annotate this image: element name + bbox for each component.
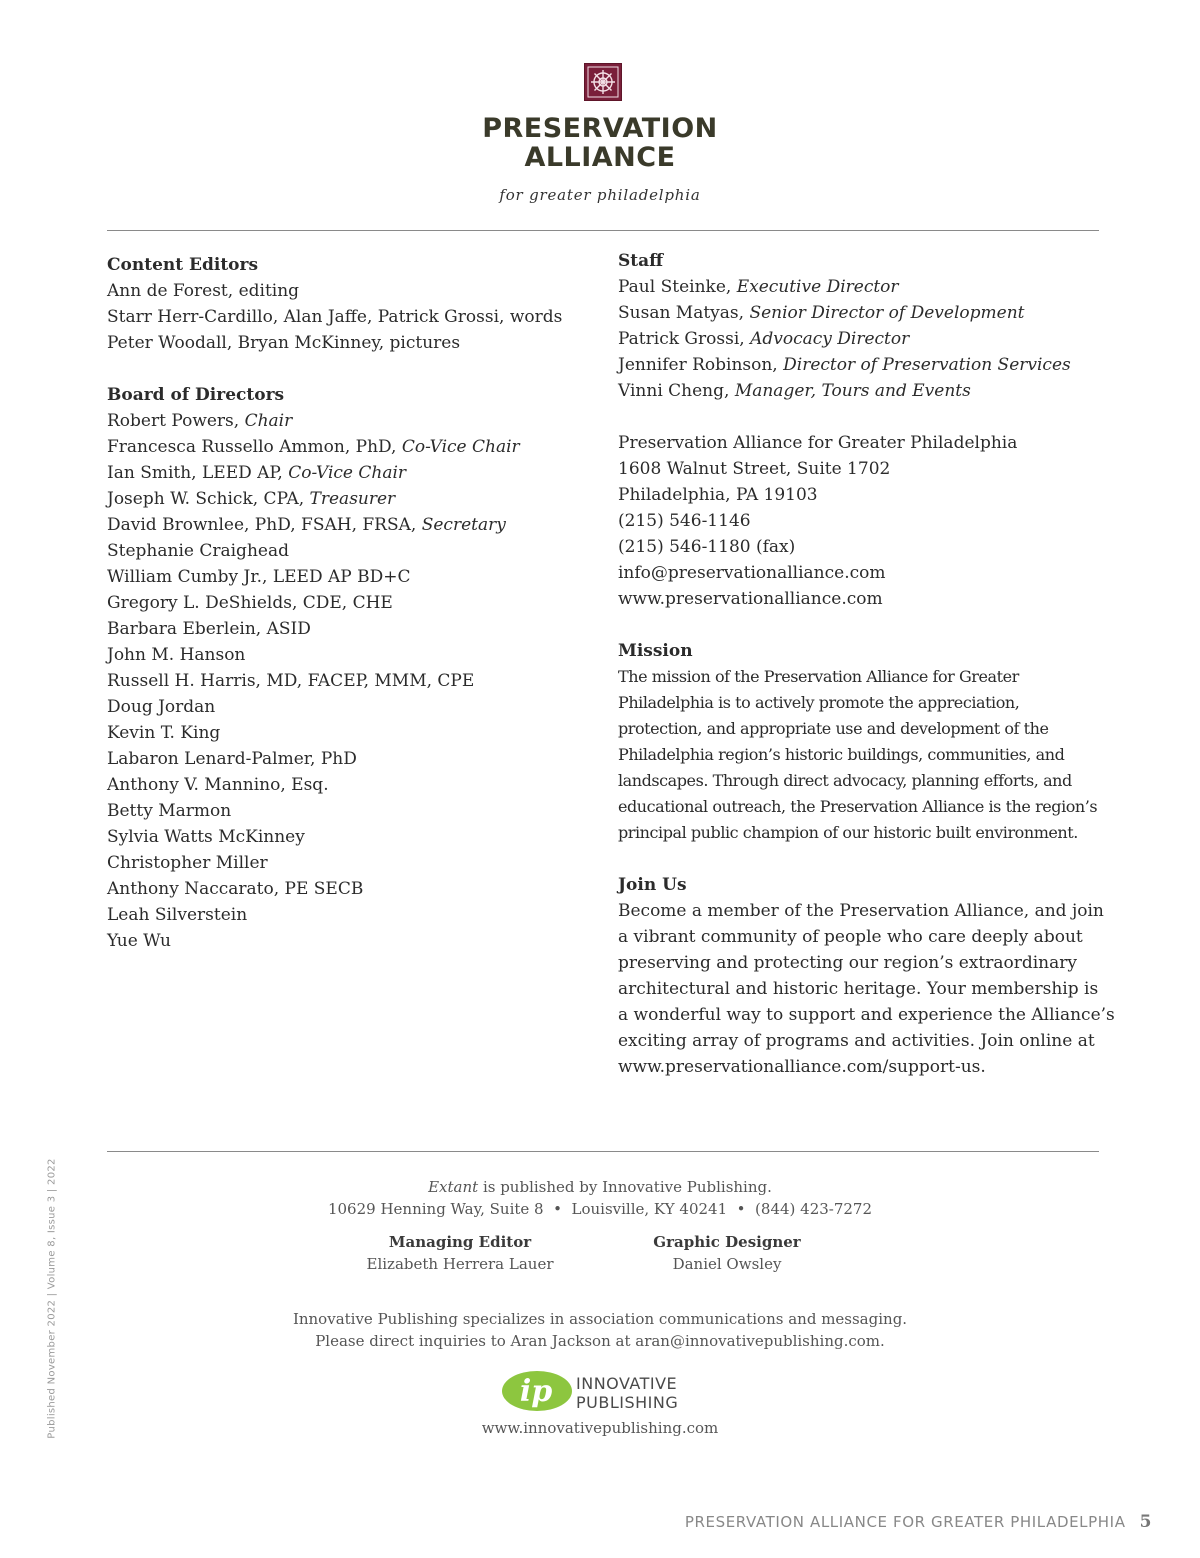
staff-member-name: Susan Matyas, — [618, 303, 750, 323]
logo-mark-icon — [584, 63, 622, 101]
board-member-name: John M. Hanson — [107, 645, 246, 665]
mission-line: Philadelphia is to actively promote the appreciation, — [618, 693, 1020, 712]
right-column — [618, 248, 1115, 1080]
board-member-role: Secretary — [421, 515, 506, 535]
board-member-name: Kevin T. King — [107, 723, 221, 743]
mission-line: Philadelphia region’s historic buildings, communities, and — [618, 745, 1065, 764]
board-member-name: Anthony Naccarato, PE SECB — [107, 879, 364, 899]
published-by-text: is published by Innovative Publishing. — [478, 1178, 772, 1196]
board-member — [107, 512, 587, 538]
organization-logo-name — [400, 114, 800, 172]
staff-member-role: Advocacy Director — [750, 329, 910, 349]
board-member-role: Co-Vice Chair — [401, 437, 520, 457]
board-member — [107, 746, 587, 772]
logo-tagline: for greater philadelphia — [499, 186, 701, 204]
contact-street: 1608 Walnut Street, Suite 1702 — [618, 459, 891, 479]
managing-editor-name: Elizabeth Herrera Lauer — [366, 1255, 554, 1273]
board-member-name: Sylvia Watts McKinney — [107, 827, 305, 847]
join-heading: Join Us — [618, 875, 687, 895]
mission-line: educational outreach, the Preservation Alliance is the region’s — [618, 797, 1098, 816]
board-member-name: Stephanie Craighead — [107, 541, 289, 561]
contact-email-link[interactable]: info@preservationalliance.com — [618, 563, 886, 583]
logo-line-1: PRESERVATION — [482, 113, 718, 144]
contact-org-name: Preservation Alliance for Greater Philadelphia — [618, 433, 1018, 453]
innovative-publishing-logo — [500, 1370, 705, 1412]
publication-date-note: Published November 2022 | Volume 8, Issue 3 | 2022 — [46, 1158, 58, 1439]
contact-website-link[interactable]: www.preservationalliance.com — [618, 589, 883, 609]
join-line: exciting array of programs and activities. Join online at — [618, 1031, 1095, 1051]
staff-member-role: Director of Preservation Services — [783, 355, 1071, 375]
board-member-name: Robert Powers, — [107, 411, 245, 431]
managing-editor-credit — [340, 1231, 580, 1275]
managing-editor-label: Managing Editor — [388, 1233, 532, 1251]
board-member — [107, 486, 587, 512]
graphic-designer-name: Daniel Owsley — [672, 1255, 782, 1273]
board-member-name: David Brownlee, PhD, FSAH, FRSA, — [107, 515, 422, 535]
board-member-role: Co-Vice Chair — [288, 463, 407, 483]
board-member-name: Ian Smith, LEED AP, — [107, 463, 289, 483]
bottom-divider — [107, 1151, 1099, 1152]
mission-line: principal public champion of our historic built environment. — [618, 823, 1078, 842]
board-member-name: Christopher Miller — [107, 853, 268, 873]
board-member-role: Chair — [244, 411, 293, 431]
ip-logo-line-2: PUBLISHING — [576, 1393, 679, 1412]
board-member — [107, 642, 587, 668]
board-member — [107, 668, 587, 694]
logo-line-2: ALLIANCE — [524, 142, 676, 173]
mission-text — [618, 664, 1108, 846]
board-member-role: Treasurer — [309, 489, 396, 509]
board-list — [107, 408, 587, 954]
left-column — [107, 252, 587, 954]
ip-logo-initials: ip — [519, 1374, 553, 1409]
board-member-name: Leah Silverstein — [107, 905, 248, 925]
board-member-name: William Cumby Jr., LEED AP BD+C — [107, 567, 411, 587]
content-editor-line: Peter Woodall, Bryan McKinney, pictures — [107, 333, 461, 353]
publisher-inquiries: Please direct inquiries to Aran Jackson at aran@innovativepublishing.com. — [315, 1332, 885, 1350]
publication-title: Extant — [428, 1178, 479, 1196]
page-number: 5 — [1139, 1512, 1152, 1532]
board-heading: Board of Directors — [107, 385, 285, 405]
board-member-name: Betty Marmon — [107, 801, 232, 821]
board-member — [107, 616, 587, 642]
graphic-designer-label: Graphic Designer — [653, 1233, 801, 1251]
mission-line: The mission of the Preservation Alliance for Greater — [618, 667, 1019, 686]
staff-heading: Staff — [618, 251, 664, 271]
staff-member-name: Patrick Grossi, — [618, 329, 751, 349]
staff-member — [618, 274, 1108, 300]
contact-fax: (215) 546-1180 (fax) — [618, 537, 796, 557]
staff-member-role: Senior Director of Development — [749, 303, 1025, 323]
graphic-designer-credit — [607, 1231, 847, 1275]
board-member — [107, 564, 587, 590]
board-member-name: Joseph W. Schick, CPA, — [107, 489, 310, 509]
board-member — [107, 720, 587, 746]
publisher-specializes: Innovative Publishing specializes in association communications and messaging. — [292, 1310, 908, 1328]
board-member — [107, 928, 587, 954]
staff-member — [618, 378, 1108, 404]
contact-phone: (215) 546-1146 — [618, 511, 751, 531]
board-member-name: Francesca Russello Ammon, PhD, — [107, 437, 402, 457]
board-member — [107, 538, 587, 564]
board-member-name: Barbara Eberlein, ASID — [107, 619, 311, 639]
join-support-link[interactable]: www.preservationalliance.com/support-us. — [618, 1057, 986, 1077]
board-member — [107, 408, 587, 434]
publisher-address: 10629 Henning Way, Suite 8 • Louisville, KY 40241 • (844) 423-7272 — [327, 1200, 873, 1218]
staff-member — [618, 326, 1108, 352]
board-member — [107, 590, 587, 616]
publisher-website-link[interactable]: www.innovativepublishing.com — [481, 1419, 719, 1437]
board-member — [107, 876, 587, 902]
mission-heading: Mission — [618, 641, 693, 661]
mission-line: protection, and appropriate use and development of the — [618, 719, 1049, 738]
ip-logo-line-1: INNOVATIVE — [576, 1374, 678, 1393]
staff-member-role: Executive Director — [736, 277, 899, 297]
join-line: preserving and protecting our region’s extraordinary — [618, 953, 1077, 973]
board-member-name: Labaron Lenard-Palmer, PhD — [107, 749, 357, 769]
join-line: a vibrant community of people who care deeply about — [618, 927, 1083, 947]
board-member — [107, 824, 587, 850]
publisher-statement — [250, 1176, 950, 1198]
board-member — [107, 850, 587, 876]
staff-list — [618, 274, 1108, 404]
join-line: a wonderful way to support and experience the Alliance’s — [618, 1005, 1115, 1025]
board-member-name: Russell H. Harris, MD, FACEP, MMM, CPE — [107, 671, 475, 691]
join-line: architectural and historic heritage. Your membership is — [618, 979, 1099, 999]
page-footer — [685, 1512, 1152, 1532]
board-member — [107, 434, 587, 460]
top-divider — [107, 230, 1099, 231]
board-member-name: Yue Wu — [107, 931, 171, 951]
staff-member — [618, 300, 1108, 326]
board-member — [107, 772, 587, 798]
board-member — [107, 902, 587, 928]
board-member-name: Doug Jordan — [107, 697, 216, 717]
running-title: PRESERVATION ALLIANCE FOR GREATER PHILADELPHIA — [684, 1513, 1126, 1531]
staff-member-name: Vinni Cheng, — [618, 381, 735, 401]
staff-member-role: Manager, Tours and Events — [734, 381, 971, 401]
staff-member-name: Paul Steinke, — [618, 277, 737, 297]
content-editor-line: Ann de Forest, editing — [107, 281, 300, 301]
join-line: Become a member of the Preservation Alliance, and join — [618, 901, 1104, 921]
board-member-name: Anthony V. Mannino, Esq. — [107, 775, 329, 795]
staff-member — [618, 352, 1108, 378]
board-member-name: Gregory L. DeShields, CDE, CHE — [107, 593, 393, 613]
content-editors-heading: Content Editors — [107, 255, 259, 275]
content-editor-line: Starr Herr-Cardillo, Alan Jaffe, Patrick Grossi, words — [107, 307, 563, 327]
staff-member-name: Jennifer Robinson, — [618, 355, 784, 375]
contact-city: Philadelphia, PA 19103 — [618, 485, 818, 505]
mission-line: landscapes. Through direct advocacy, planning efforts, and — [618, 771, 1072, 790]
board-member — [107, 694, 587, 720]
board-member — [107, 798, 587, 824]
board-member — [107, 460, 587, 486]
